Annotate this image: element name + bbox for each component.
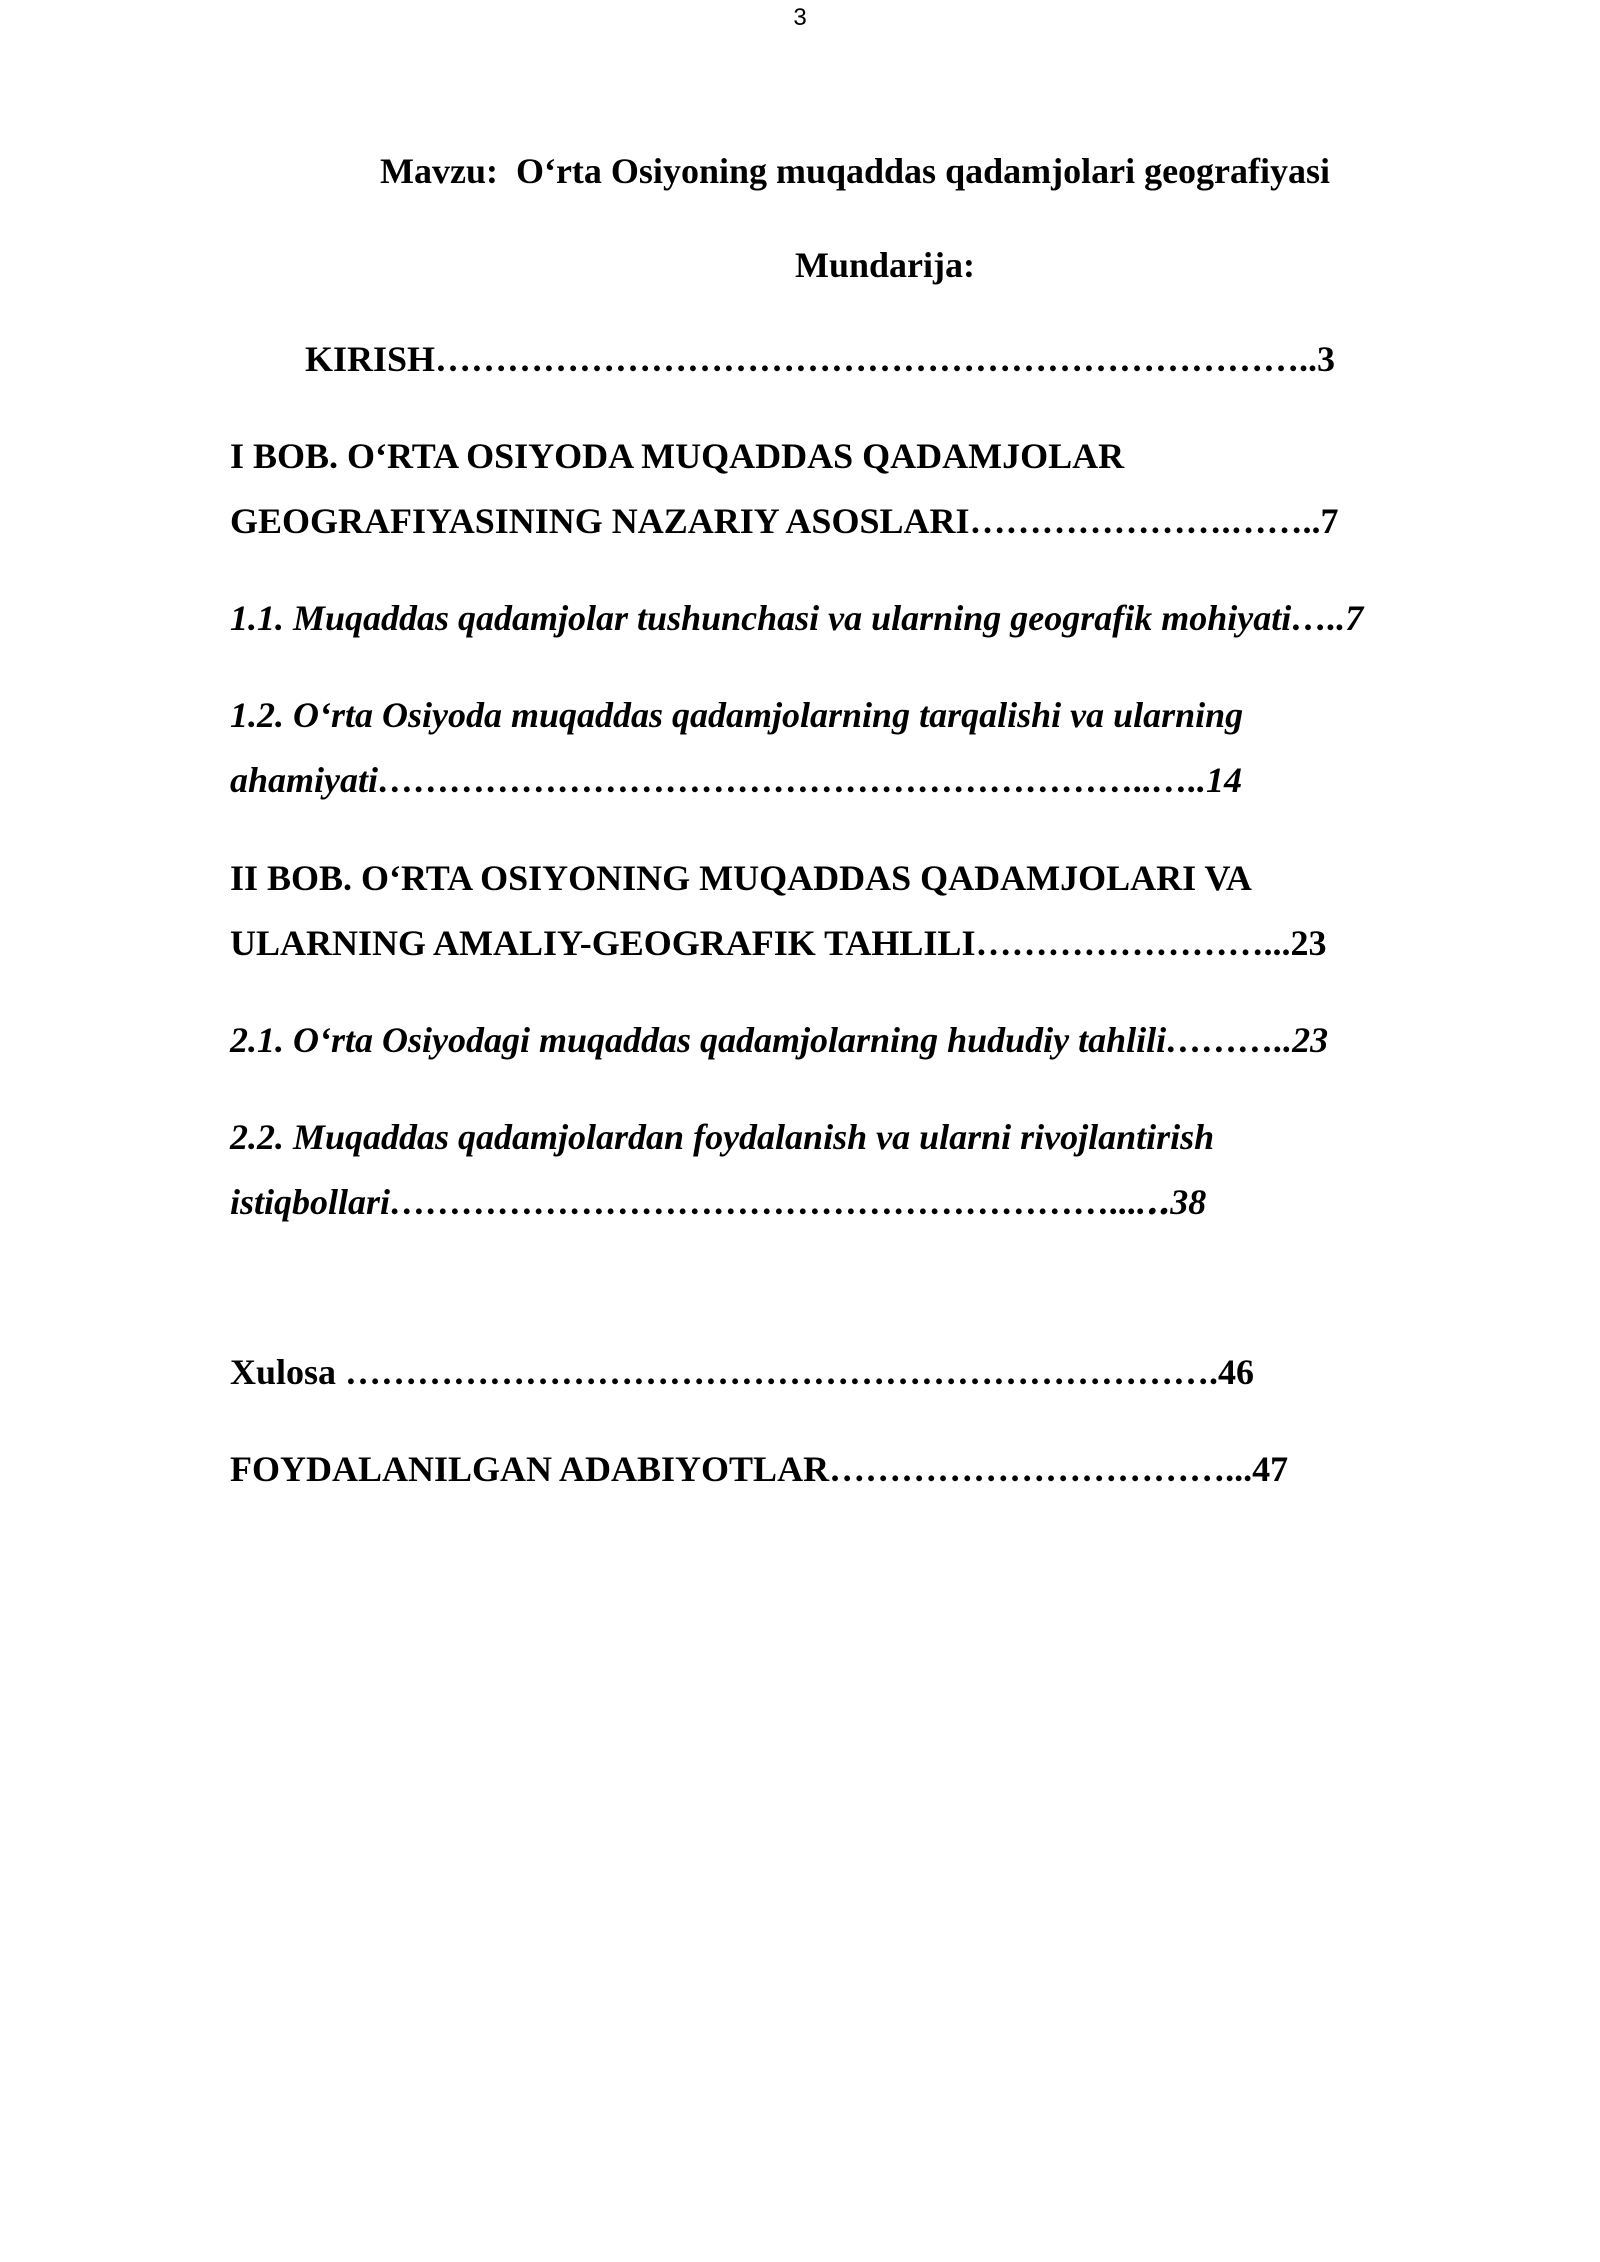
- toc-entry-chapter-2-title: II BOB. O‘RTA OSIYONING MUQADDAS QADAMJOLARI VA: [230, 858, 1252, 898]
- toc-entry-chapter-1-title-cont: GEOGRAFIYASINING NAZARIY ASOSLARI………………….……..7: [230, 501, 1339, 541]
- toc-entry-section-2-1: 2.1. O‘rta Osiyodagi muqaddas qadamjolarning hududiy tahlili………..23: [230, 1020, 1329, 1060]
- toc-entry-section-2-2-cont: istiqbollari……………………………………………………....‥38: [230, 1182, 1207, 1222]
- toc-entry-kirish: KIRISH………………………………………………………………..3: [305, 339, 1336, 379]
- toc-entry-xulosa: Xulosa ……………………………………………………………….46: [230, 1352, 1255, 1392]
- document-topic: Mavzu: O‘rta Osiyoning muqaddas qadamjolari geografiyasi: [380, 151, 1331, 191]
- toc-entry-section-1-2-cont: ahamiyati………………………………………………………..…..14: [230, 760, 1243, 800]
- contents-heading: Mundarija:: [795, 245, 975, 285]
- toc-entry-section-2-2: 2.2. Muqaddas qadamjolardan foydalanish va ularni rivojlantirish: [230, 1117, 1215, 1157]
- toc-entry-section-1-2: 1.2. O‘rta Osiyoda muqaddas qadamjolarning tarqalishi va ularning: [230, 695, 1244, 735]
- toc-entry-adabiyotlar: FOYDALANILGAN ADABIYOTLAR……………………………...47: [230, 1449, 1289, 1489]
- toc-entry-chapter-2-title-cont: ULARNING AMALIY-GEOGRAFIK TAHLILI……………………...23: [230, 923, 1327, 963]
- page-number: 3: [793, 4, 807, 31]
- toc-entry-chapter-1-title: I BOB. O‘RTA OSIYODA MUQADDAS QADAMJOLAR: [230, 436, 1125, 476]
- toc-entry-section-1-1: 1.1. Muqaddas qadamjolar tushunchasi va ularning geografik mohiyati…..7: [230, 598, 1364, 638]
